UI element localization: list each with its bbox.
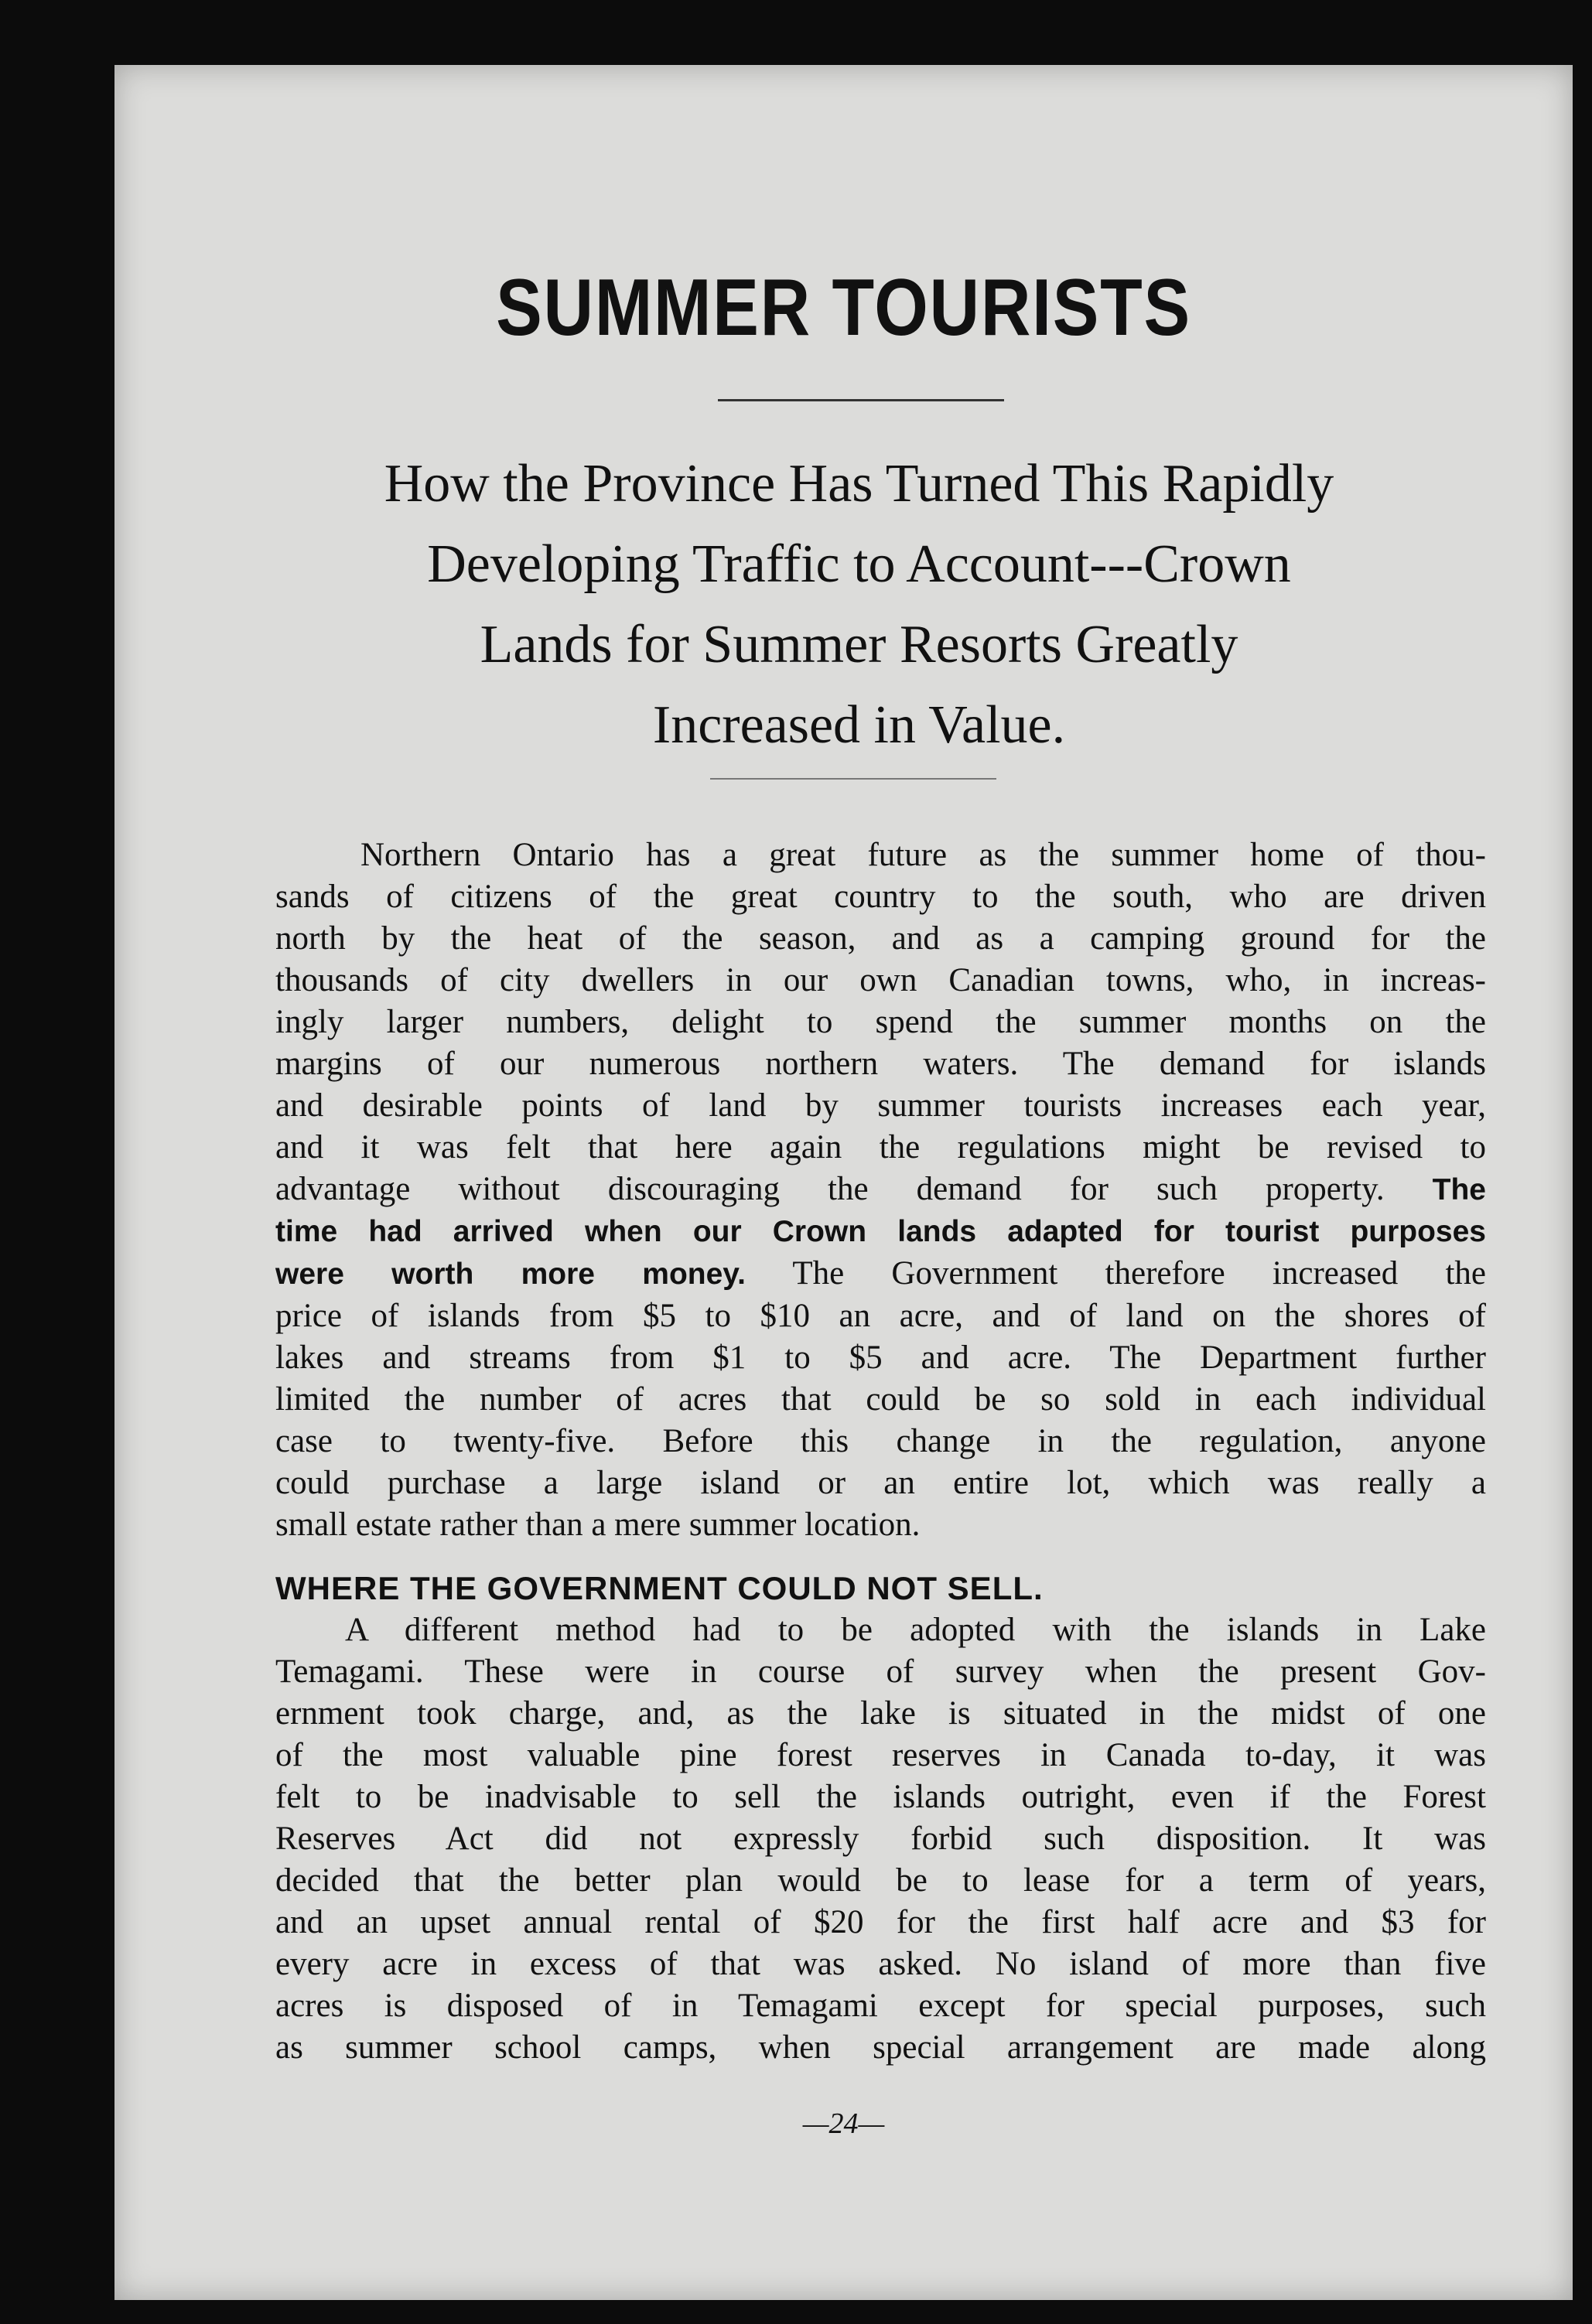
subheading xyxy=(238,444,1480,766)
text-line: north by the heat of the season, and as a camping ground for the xyxy=(275,920,1486,957)
text-line: of the most valuable pine forest reserves in Canada to-day, it was xyxy=(275,1737,1486,1773)
text-line: thousands of city dwellers in our own Canadian towns, who, in increas- xyxy=(275,962,1486,998)
text-line: margins of our numerous northern waters. The demand for islands xyxy=(275,1046,1486,1082)
text-line: and an upset annual rental of $20 for the first half acre and $3 for xyxy=(275,1904,1486,1940)
emphasis-text: were worth more money. xyxy=(275,1258,746,1291)
text-line xyxy=(275,1169,1486,1211)
text-line: sands of citizens of the great country to the south, who are driven xyxy=(275,879,1486,915)
text-line: decided that the better plan would be to lease for a term of years, xyxy=(275,1862,1486,1899)
subheading-line: Increased in Value. xyxy=(652,695,1066,755)
text-line: ingly larger numbers, delight to spend the summer months on the xyxy=(275,1004,1486,1040)
page-title: SUMMER TOURISTS xyxy=(496,263,1191,353)
text-segment: The Government therefore increased the xyxy=(792,1255,1486,1292)
emphasis-line: time had arrived when our Crown lands adapted for tourist purposes xyxy=(275,1215,1486,1248)
text-line: ernment took charge, and, as the lake is situated in the midst of one xyxy=(275,1695,1486,1732)
text-line: lakes and streams from $1 to $5 and acre. The Department further xyxy=(275,1339,1486,1376)
text-line: A different method had to be adopted with the islands in Lake xyxy=(345,1612,1486,1648)
text-line: Reserves Act did not expressly forbid such disposition. It was xyxy=(275,1821,1486,1857)
text-line: price of islands from $5 to $10 an acre, and of land on the shores of xyxy=(275,1298,1486,1334)
subheading-line: Developing Traffic to Account---Crown xyxy=(427,534,1291,594)
emphasis-text: The xyxy=(1432,1173,1486,1206)
text-line: and desirable points of land by summer tourists increases each year, xyxy=(275,1087,1486,1124)
text-segment: advantage without discouraging the demand for such property. xyxy=(275,1171,1385,1207)
title-rule xyxy=(718,399,1004,401)
document-page xyxy=(114,65,1573,2300)
section-heading: WHERE THE GOVERNMENT COULD NOT SELL. xyxy=(275,1570,1044,1606)
text-line: Temagami. These were in course of survey when the present Gov- xyxy=(275,1653,1486,1690)
text-line xyxy=(275,1253,1486,1295)
text-line: felt to be inadvisable to sell the islands outright, even if the Forest xyxy=(275,1779,1486,1815)
text-line: limited the number of acres that could be so sold in each individual xyxy=(275,1381,1486,1418)
text-line: as summer school camps, when special arrangement are made along xyxy=(275,2029,1486,2066)
text-line: could purchase a large island or an entire lot, which was really a xyxy=(275,1465,1486,1501)
subheading-line: Lands for Summer Resorts Greatly xyxy=(480,615,1238,674)
text-line: acres is disposed of in Temagami except for special purposes, such xyxy=(275,1988,1486,2024)
text-line: Northern Ontario has a great future as the summer home of thou- xyxy=(360,837,1486,873)
text-line: small estate rather than a mere summer location. xyxy=(275,1507,921,1543)
subheading-rule xyxy=(710,778,996,780)
subheading-line: How the Province Has Turned This Rapidly xyxy=(384,454,1334,514)
page-number: —24— xyxy=(802,2107,885,2140)
article-body xyxy=(275,834,1486,2069)
text-line: and it was felt that here again the regulations might be revised to xyxy=(275,1129,1486,1165)
text-line: case to twenty-five. Before this change in the regulation, anyone xyxy=(275,1423,1486,1459)
text-line: every acre in excess of that was asked. No island of more than five xyxy=(275,1946,1486,1982)
